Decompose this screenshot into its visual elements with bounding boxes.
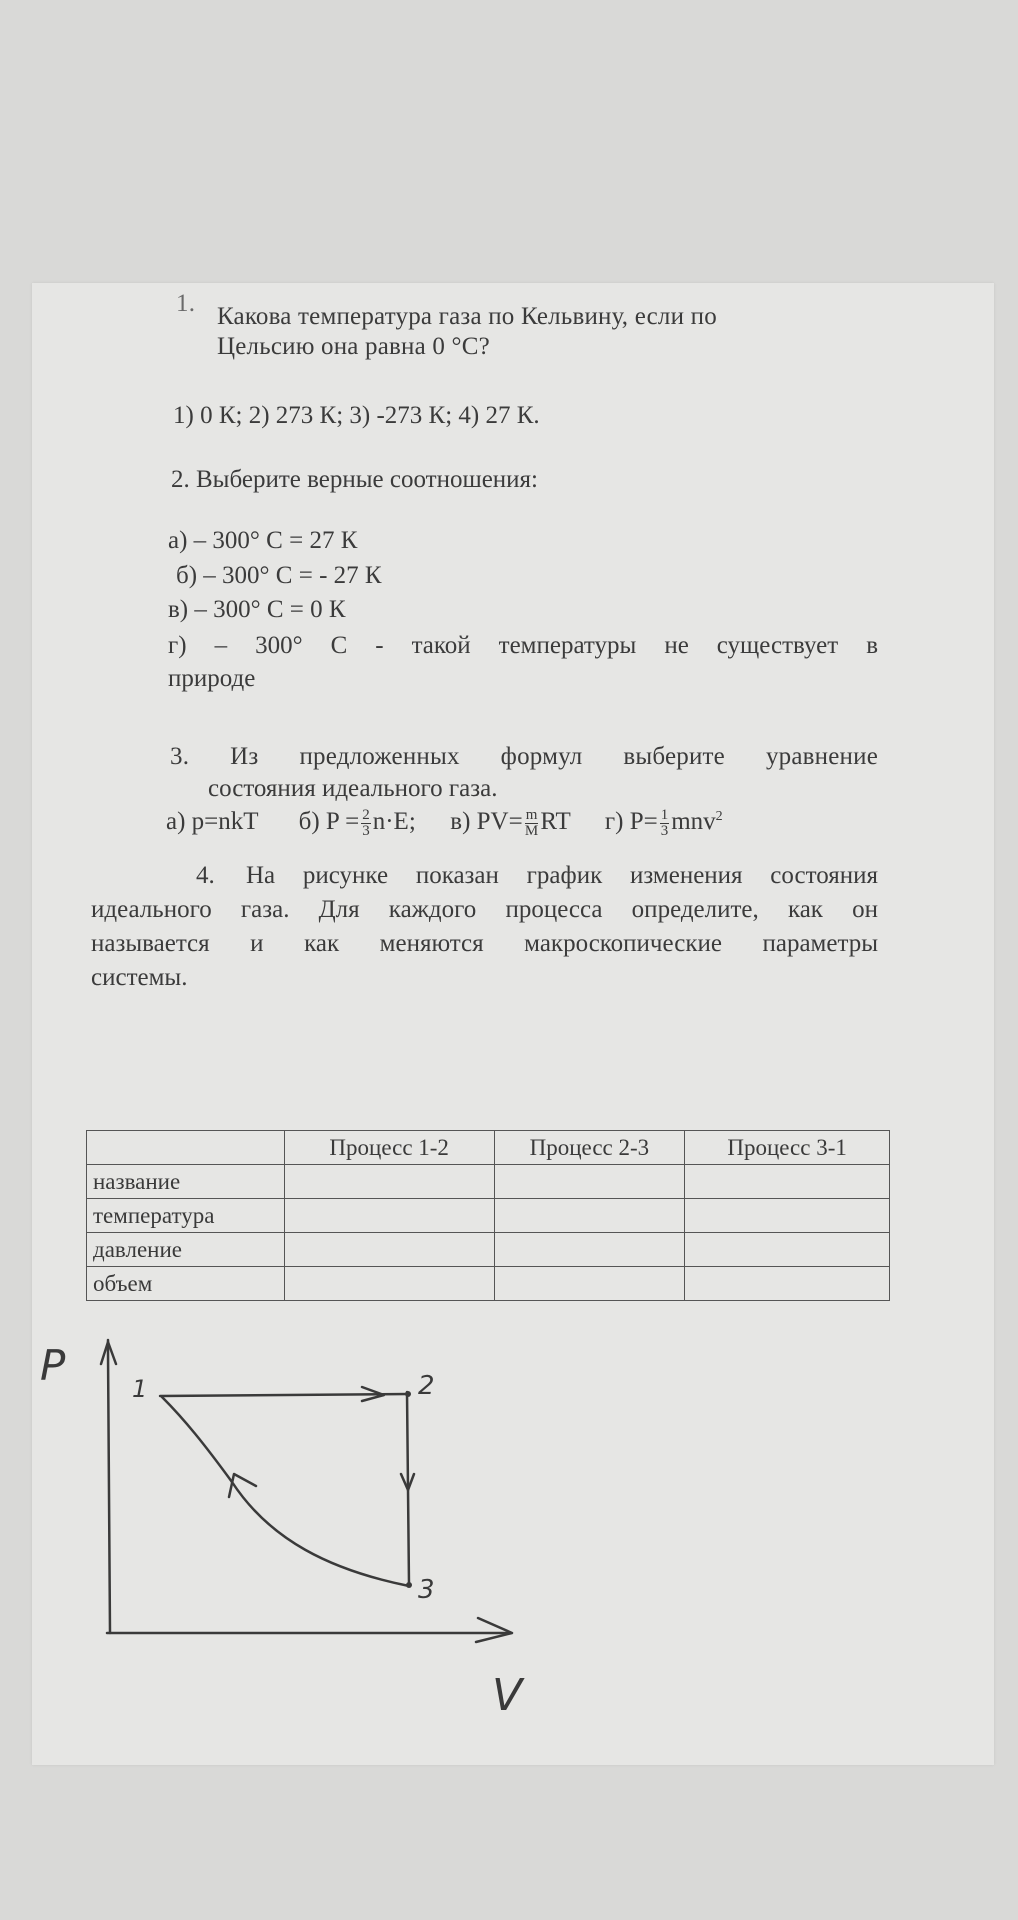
v-axis-label: V: [492, 1670, 523, 1721]
q4-line3: называется и как меняются макроскопические параметры: [91, 930, 878, 957]
q4-line1: На рисунке показан график изменения состояния: [246, 862, 878, 889]
fraction-1-3: $\frac{1}{3}$: [660, 807, 669, 839]
formula-b-suffix: n·E;: [372, 808, 416, 836]
formula-d-prefix: г) P=: [604, 808, 658, 836]
header-process-1-2: Процесс 1-2: [284, 1131, 494, 1165]
p-axis: [108, 1340, 110, 1633]
q2-option-c: в) – 300° С = 0 К: [168, 596, 346, 623]
point-3-label: 3: [418, 1575, 435, 1605]
q2-option-b: б) – 300° С = - 27 К: [176, 562, 382, 589]
formula-c-suffix: RT: [540, 808, 571, 836]
point-2-label: 2: [418, 1371, 435, 1401]
row-label-name: название: [87, 1165, 285, 1199]
formula-d-suffix: mnv: [671, 808, 716, 836]
q1-line2: Цельсию она равна 0 °С?: [217, 333, 490, 360]
formula-d-exponent: 2: [715, 808, 723, 824]
fraction-2-3: $\frac{2}{3}$: [362, 807, 370, 839]
q1-number: 1.: [176, 290, 196, 317]
q2-option-d-line1: г) – 300° С - такой температуры не существует в: [168, 632, 878, 659]
q2-option-d-line2: природе: [168, 665, 256, 692]
point-3-dot: [406, 1582, 412, 1588]
q2-option-a: а) – 300° С = 27 К: [168, 527, 358, 554]
row-label-temperature: температура: [87, 1199, 285, 1233]
v-axis-arrowhead: [476, 1618, 512, 1642]
process-3-1-curve: [162, 1397, 409, 1586]
p-axis-label: P: [40, 1341, 66, 1390]
point-2-dot: [405, 1391, 411, 1397]
formula-c-prefix: в) PV=: [450, 808, 523, 836]
q4-line4: системы.: [91, 964, 188, 991]
q1-line1: Какова температура газа по Кельвину, если по: [217, 303, 717, 330]
point-1-label: 1: [132, 1375, 148, 1403]
formula-a: а) p=nkT: [166, 808, 259, 836]
q3-line1: 3. Из предложенных формул выберите уравнение: [170, 743, 878, 770]
row-label-volume: объем: [87, 1267, 285, 1301]
formula-b-prefix: б) P =: [298, 808, 360, 836]
header-process-3-1: Процесс 3-1: [685, 1131, 890, 1165]
q2-title: 2. Выберите верные соотношения:: [171, 466, 539, 493]
row-label-pressure: давление: [87, 1233, 285, 1267]
q4-number: 4.: [196, 862, 215, 889]
q3-line2: состояния идеального газа.: [208, 775, 498, 802]
process-1-2-line: [160, 1394, 408, 1396]
q1-options: 1) 0 К; 2) 273 К; 3) -273 К; 4) 27 К.: [173, 402, 540, 429]
fraction-m-M: $\frac{m}{M}$: [524, 807, 539, 839]
q4-line2: идеального газа. Для каждого процесса определите, как он: [91, 896, 878, 923]
header-process-2-3: Процесс 2-3: [494, 1131, 685, 1165]
